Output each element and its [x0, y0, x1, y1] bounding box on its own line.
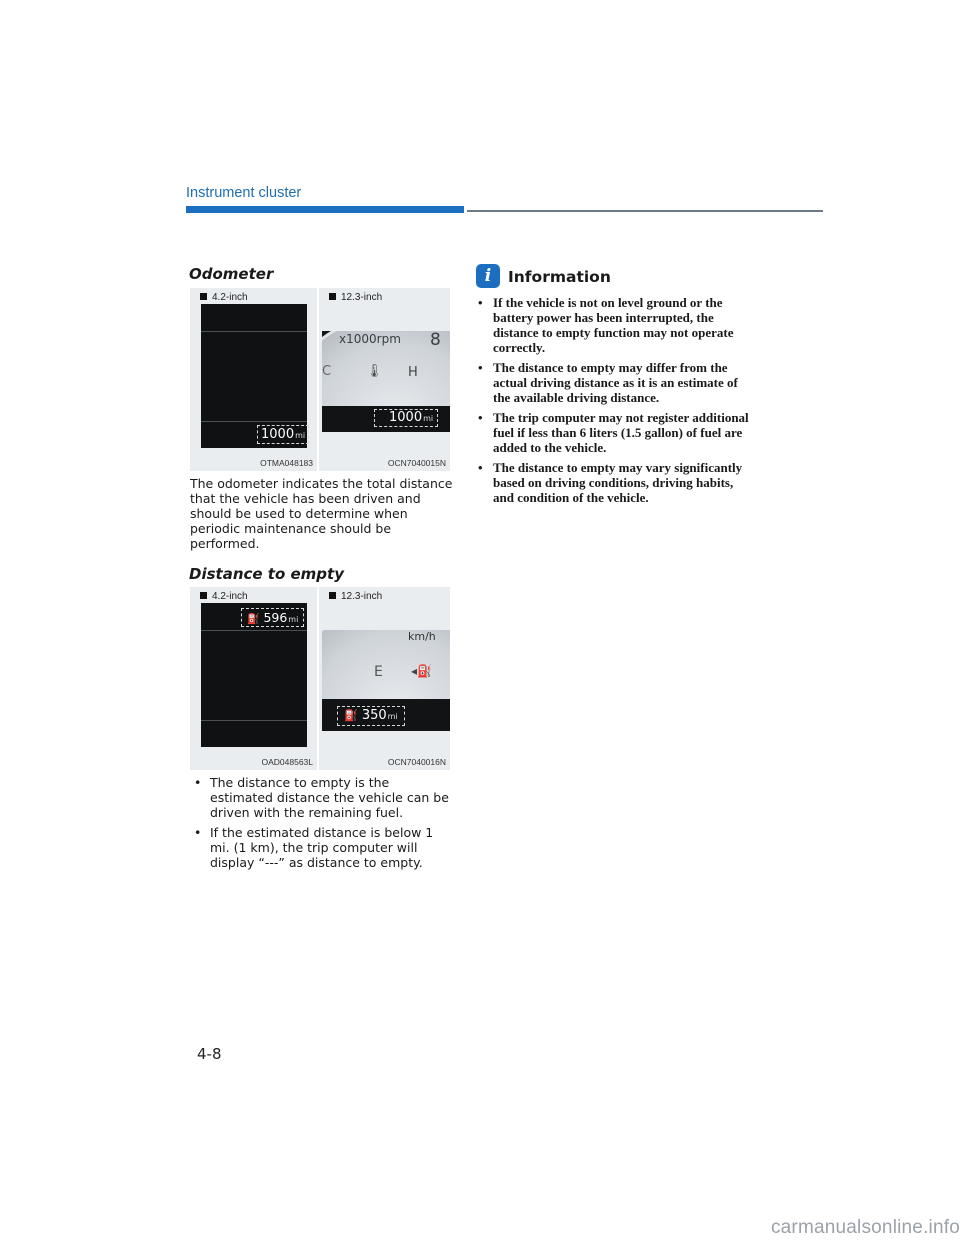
cluster-screen [201, 603, 307, 747]
cluster-gauge [322, 630, 450, 731]
information-title: Information [508, 268, 611, 286]
screen-divider [201, 331, 307, 332]
fuel-pump-icon: ⛽ [247, 614, 260, 625]
header-rule [467, 210, 823, 212]
figure-caption: 12.3-inch [329, 591, 382, 602]
list-item: • The distance to empty may vary significantly based on driving conditions, driving habits, and condition of the vehicle. [476, 460, 756, 505]
bullet-square-icon [200, 592, 207, 599]
bullet-square-icon [200, 293, 207, 300]
information-list [476, 295, 756, 510]
empty-label: E [374, 664, 383, 680]
dte-figure-12-3 [319, 587, 450, 770]
cold-label: C [322, 364, 332, 379]
odometer-readout: 1000mi [374, 409, 438, 427]
screen-divider [201, 630, 307, 631]
figure-caption: 12.3-inch [329, 292, 382, 303]
bullet-square-icon [329, 293, 336, 300]
odometer-description: The odometer indicates the total distance that the vehicle has been driven and should be used to determine when periodic maintenance should be performed. [190, 476, 453, 551]
odometer-readout: 1000mi [257, 425, 309, 444]
hot-label: H [408, 365, 418, 380]
dte-heading: Distance to empty [189, 565, 344, 583]
list-item: • The distance to empty may differ from the actual driving distance as it is an estimate of the available driving distance. [476, 360, 756, 405]
figure-code: OCN7040016N [387, 757, 446, 767]
info-icon: i [476, 264, 500, 288]
dte-readout: ⛽ 596mi [241, 608, 304, 627]
figure-code: OCN7040015N [387, 458, 446, 468]
list-item: • If the estimated distance is below 1 mi. (1 km), the trip computer will display “---” as distance to empty. [190, 825, 455, 870]
odometer-heading: Odometer [189, 265, 274, 283]
screen-divider [201, 421, 307, 422]
cluster-screen [201, 304, 307, 448]
page-number: 4-8 [197, 1045, 222, 1063]
list-item: • The trip computer may not register additional fuel if less than 6 liters (1.5 gallon) of fuel are added to the vehicle. [476, 410, 756, 455]
coolant-temp-icon: 🌡 [366, 364, 383, 379]
section-title: Instrument cluster [186, 185, 302, 201]
odometer-figure-4-2 [190, 288, 317, 471]
figure-caption: 4.2-inch [200, 591, 248, 602]
dte-figure-4-2 [190, 587, 317, 770]
figure-code: OAD048563L [261, 757, 313, 767]
odometer-figure-12-3 [319, 288, 450, 471]
list-item: • The distance to empty is the estimated distance the vehicle can be driven with the remaining fuel. [190, 775, 455, 820]
figure-code: OTMA048183 [260, 458, 313, 468]
dte-bullets [190, 775, 455, 875]
bullet-square-icon [329, 592, 336, 599]
fuel-door-icon: ◂⛽ [411, 664, 432, 678]
dte-readout: ⛽ 350mi [337, 706, 405, 726]
header-rule-accent [186, 206, 464, 213]
speed-unit: km/h [408, 630, 436, 643]
fuel-pump-icon: ⛽ [344, 709, 358, 722]
screen-divider [201, 720, 307, 721]
rpm-label: x1000rpm [339, 332, 401, 346]
rpm-digit: 8 [430, 331, 441, 350]
cluster-gauge [322, 331, 450, 432]
figure-caption: 4.2-inch [200, 292, 248, 303]
list-item: • If the vehicle is not on level ground or the battery power has been interrupted, the distance to empty function may not operate correctly. [476, 295, 756, 355]
watermark: carmanualsonline.info [770, 1217, 960, 1238]
